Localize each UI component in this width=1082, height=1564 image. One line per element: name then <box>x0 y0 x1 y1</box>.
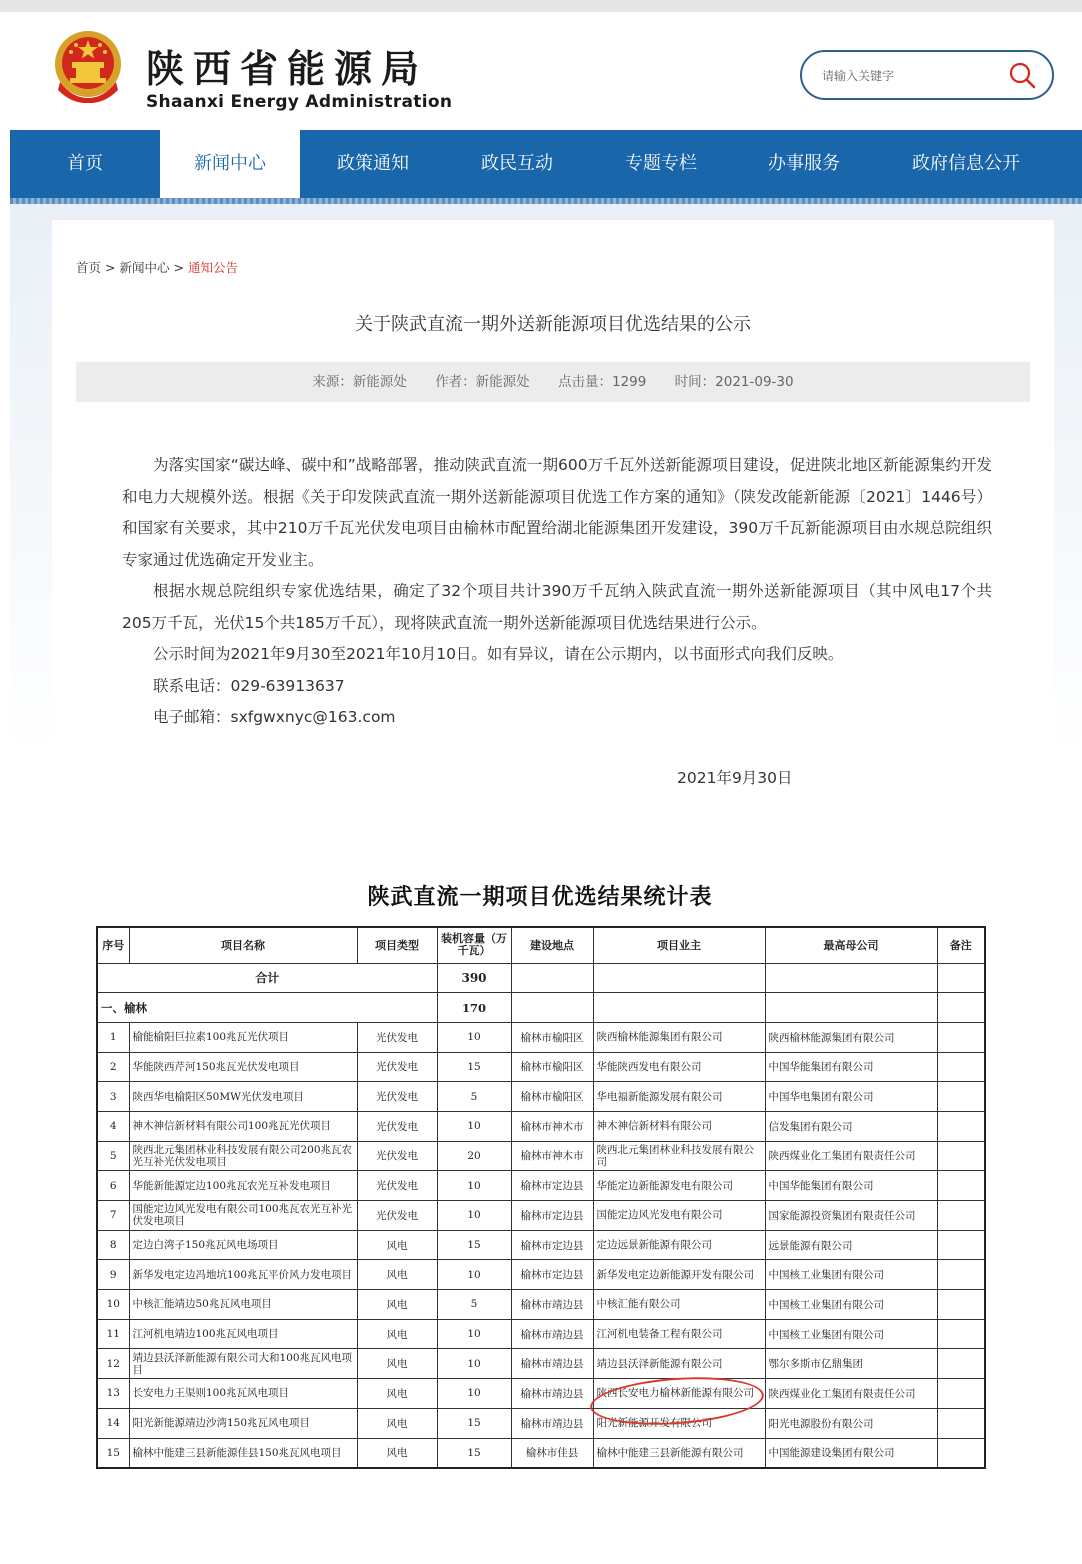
cell-cap: 15 <box>437 1052 511 1082</box>
cell-parent: 中国核工业集团有限公司 <box>765 1260 937 1290</box>
cell-loc: 榆林市靖边县 <box>511 1290 593 1320</box>
cell-parent: 中国核工业集团有限公司 <box>765 1290 937 1320</box>
breadcrumb-sep: > <box>105 260 116 275</box>
cell-note <box>937 1290 985 1320</box>
nav-services[interactable]: 办事服务 <box>768 153 840 174</box>
total-label: 合计 <box>97 963 437 993</box>
total-row <box>97 963 985 993</box>
breadcrumb-sep: > <box>173 260 184 275</box>
cell-loc: 榆林市靖边县 <box>511 1379 593 1409</box>
cell-name: 阳光新能源靖边沙湾150兆瓦风电项目 <box>129 1408 357 1438</box>
cell-note <box>937 1052 985 1082</box>
breadcrumb-current[interactable]: 通知公告 <box>187 260 238 275</box>
cell-name: 神木神信新材料有限公司100兆瓦光伏项目 <box>129 1111 357 1141</box>
cell-cap: 10 <box>437 1111 511 1141</box>
search-input[interactable] <box>822 64 1002 88</box>
table-row <box>97 1349 985 1379</box>
table-row <box>97 1260 985 1290</box>
cell-owner: 定边远景新能源有限公司 <box>593 1230 765 1260</box>
cell-no: 3 <box>97 1082 129 1112</box>
paragraph: 根据水规总院组织专家优选结果，确定了32个项目共计390万千瓦纳入陕武直流一期外送新能源项目（其中风电17个共205万千瓦，光伏15个共185万千瓦），现将陕武直流一期外送新能源项目优选结果进行公示。 <box>122 582 992 632</box>
article-meta <box>76 362 1030 402</box>
table-row <box>97 1408 985 1438</box>
cell-note <box>937 1349 985 1379</box>
cell-cap: 10 <box>437 1349 511 1379</box>
cell-note <box>937 1201 985 1231</box>
cell-name: 新华发电定边冯地坑100兆瓦平价风力发电项目 <box>129 1260 357 1290</box>
cell-owner: 神木神信新材料有限公司 <box>593 1111 765 1141</box>
search-icon[interactable] <box>1006 60 1038 92</box>
col-header: 项目类型 <box>357 927 437 963</box>
cell-owner: 华能定边新能源发电有限公司 <box>593 1171 765 1201</box>
search-box <box>800 50 1054 100</box>
cell-loc: 榆林市定边县 <box>511 1260 593 1290</box>
paragraph: 公示时间为2021年9月30至2021年10月10日。如有异议，请在公示期内，以书面形式向我们反映。 <box>153 645 844 663</box>
cell-type: 风电 <box>357 1438 437 1468</box>
cell-type: 风电 <box>357 1408 437 1438</box>
col-header: 建设地点 <box>511 927 593 963</box>
cell-type: 光伏发电 <box>357 1201 437 1231</box>
meta-clicks: 点击量：1299 <box>557 374 647 390</box>
cell-parent: 中国核工业集团有限公司 <box>765 1319 937 1349</box>
table-row <box>97 1082 985 1112</box>
col-header: 装机容量（万千瓦） <box>437 927 511 963</box>
nav-home[interactable]: 首页 <box>67 153 103 174</box>
cell-name: 陕西华电榆阳区50MW光伏发电项目 <box>129 1082 357 1112</box>
nav-news[interactable]: 新闻中心 <box>160 130 300 198</box>
col-header: 序号 <box>97 927 129 963</box>
cell-no: 7 <box>97 1201 129 1231</box>
main-nav <box>10 130 1082 198</box>
cell-loc: 榆林市定边县 <box>511 1201 593 1231</box>
cell-owner: 国能定边风光发电有限公司 <box>593 1201 765 1231</box>
total-value: 390 <box>437 963 511 993</box>
breadcrumb <box>76 258 238 276</box>
cell-note <box>937 1171 985 1201</box>
cell-cap: 15 <box>437 1438 511 1468</box>
cell-parent: 国家能源投资集团有限责任公司 <box>765 1201 937 1231</box>
cell-note <box>937 1319 985 1349</box>
cell-loc: 榆林市定边县 <box>511 1230 593 1260</box>
cell-no: 12 <box>97 1349 129 1379</box>
cell-parent: 陕西煤业化工集团有限责任公司 <box>765 1141 937 1171</box>
cell-parent: 阳光电源股份有限公司 <box>765 1408 937 1438</box>
nav-policy[interactable]: 政策通知 <box>337 153 409 174</box>
col-header: 项目名称 <box>129 927 357 963</box>
cell-cap: 5 <box>437 1082 511 1112</box>
cell-name: 国能定边风光发电有限公司100兆瓦农光互补光伏发电项目 <box>129 1201 357 1231</box>
cell-name: 定边白湾子150兆瓦风电场项目 <box>129 1230 357 1260</box>
cell-note <box>937 1141 985 1171</box>
results-table <box>96 926 986 1469</box>
cell-type: 风电 <box>357 1349 437 1379</box>
site-name-cn[interactable]: 陕西省能源局 <box>146 47 429 91</box>
cell-name: 江河机电靖边100兆瓦风电项目 <box>129 1319 357 1349</box>
cell-note <box>937 1230 985 1260</box>
table-header-row <box>97 927 985 963</box>
cell-name: 靖边县沃泽新能源有限公司大和100兆瓦风电项目 <box>129 1349 357 1379</box>
cell-no: 15 <box>97 1438 129 1468</box>
cell-no: 10 <box>97 1290 129 1320</box>
contact-phone: 联系电话：029-63913637 <box>153 676 345 695</box>
cell-owner: 榆林中能建三县新能源有限公司 <box>593 1438 765 1468</box>
cell-no: 13 <box>97 1379 129 1409</box>
cell-type: 风电 <box>357 1379 437 1409</box>
cell-parent: 中国华能集团有限公司 <box>765 1171 937 1201</box>
cell-name: 长安电力王渠则100兆瓦风电项目 <box>129 1379 357 1409</box>
cell-cap: 10 <box>437 1319 511 1349</box>
col-header: 项目业主 <box>593 927 765 963</box>
breadcrumb-home[interactable]: 首页 <box>76 260 102 275</box>
cell-loc: 榆林市定边县 <box>511 1171 593 1201</box>
cell-owner: 中核汇能有限公司 <box>593 1290 765 1320</box>
cell-parent: 中国华电集团有限公司 <box>765 1082 937 1112</box>
cell-name: 华能新能源定边100兆瓦农光互补发电项目 <box>129 1171 357 1201</box>
cell-loc: 榆林市靖边县 <box>511 1319 593 1349</box>
meta-author: 作者：新能源处 <box>435 374 530 390</box>
cell-parent: 陕西榆林能源集团有限公司 <box>765 1022 937 1052</box>
article-body <box>122 450 992 734</box>
cell-parent: 中国能源建设集团有限公司 <box>765 1438 937 1468</box>
cell-type: 光伏发电 <box>357 1022 437 1052</box>
table-row <box>97 1319 985 1349</box>
cell-parent: 远景能源有限公司 <box>765 1230 937 1260</box>
cell-loc: 榆林市神木市 <box>511 1141 593 1171</box>
cell-type: 光伏发电 <box>357 1082 437 1112</box>
col-header: 备注 <box>937 927 985 963</box>
cell-parent: 中国华能集团有限公司 <box>765 1052 937 1082</box>
cell-owner: 陕西榆林能源集团有限公司 <box>593 1022 765 1052</box>
cell-owner: 华能陕西发电有限公司 <box>593 1052 765 1082</box>
cell-type: 风电 <box>357 1230 437 1260</box>
cell-cap: 10 <box>437 1022 511 1052</box>
cell-parent: 陕西煤业化工集团有限责任公司 <box>765 1379 937 1409</box>
table-row <box>97 1201 985 1231</box>
table-row <box>97 1230 985 1260</box>
cell-owner: 陕西长安电力榆林新能源有限公司 <box>593 1379 765 1409</box>
table-row <box>97 1379 985 1409</box>
cell-loc: 榆林市榆阳区 <box>511 1052 593 1082</box>
cell-type: 光伏发电 <box>357 1141 437 1171</box>
table-row <box>97 1171 985 1201</box>
cell-type: 光伏发电 <box>357 1111 437 1141</box>
cell-parent: 信发集团有限公司 <box>765 1111 937 1141</box>
cell-owner: 阳光新能源开发有限公司 <box>593 1408 765 1438</box>
cell-cap: 10 <box>437 1171 511 1201</box>
top-strip <box>0 0 1082 12</box>
table-row <box>97 1438 985 1468</box>
site-header <box>0 12 1082 130</box>
cell-note <box>937 1438 985 1468</box>
cell-loc: 榆林市榆阳区 <box>511 1082 593 1112</box>
cell-note <box>937 1408 985 1438</box>
cell-owner: 陕西北元集团林业科技发展有限公司 <box>593 1141 765 1171</box>
cell-type: 风电 <box>357 1290 437 1320</box>
cell-cap: 20 <box>437 1141 511 1171</box>
table-row <box>97 1111 985 1141</box>
cell-type: 光伏发电 <box>357 1052 437 1082</box>
nav-gov-info[interactable]: 政府信息公开 <box>912 153 1020 174</box>
cell-no: 1 <box>97 1022 129 1052</box>
sign-date: 2021年9月30日 <box>677 769 793 787</box>
cell-name: 陕西北元集团林业科技发展有限公司200兆瓦农光互补光伏发电项目 <box>129 1141 357 1171</box>
cell-no: 14 <box>97 1408 129 1438</box>
cell-name: 中核汇能靖边50兆瓦风电项目 <box>129 1290 357 1320</box>
cell-owner: 江河机电装备工程有限公司 <box>593 1319 765 1349</box>
site-name-en[interactable]: Shaanxi Energy Administration <box>146 92 453 112</box>
cell-no: 6 <box>97 1171 129 1201</box>
cell-type: 光伏发电 <box>357 1171 437 1201</box>
cell-cap: 10 <box>437 1260 511 1290</box>
cell-name: 榆能榆阳巨拉素100兆瓦光伏项目 <box>129 1022 357 1052</box>
contact-email: 电子邮箱：sxfgwxnyc@163.com <box>153 708 396 726</box>
cell-type: 风电 <box>357 1260 437 1290</box>
article-title: 关于陕武直流一期外送新能源项目优选结果的公示 <box>355 314 751 335</box>
cell-cap: 15 <box>437 1230 511 1260</box>
cell-no: 8 <box>97 1230 129 1260</box>
cell-note <box>937 1260 985 1290</box>
table-row <box>97 1141 985 1171</box>
meta-source: 来源：新能源处 <box>312 374 407 390</box>
cell-name: 华能陕西芹河150兆瓦光伏发电项目 <box>129 1052 357 1082</box>
cell-loc: 榆林市神木市 <box>511 1111 593 1141</box>
cell-cap: 10 <box>437 1379 511 1409</box>
breadcrumb-news[interactable]: 新闻中心 <box>119 260 170 275</box>
col-header: 最高母公司 <box>765 927 937 963</box>
meta-time: 时间：2021-09-30 <box>674 374 794 390</box>
table-row <box>97 1022 985 1052</box>
cell-type: 风电 <box>357 1319 437 1349</box>
cell-parent: 鄂尔多斯市亿鼎集团 <box>765 1349 937 1379</box>
cell-cap: 5 <box>437 1290 511 1320</box>
cell-no: 9 <box>97 1260 129 1290</box>
national-emblem-icon[interactable] <box>52 30 124 104</box>
cell-owner: 新华发电定边新能源开发有限公司 <box>593 1260 765 1290</box>
table-title: 陕武直流一期项目优选结果统计表 <box>367 884 713 910</box>
section-value: 170 <box>437 993 511 1023</box>
section-row <box>97 993 985 1023</box>
table-row <box>97 1290 985 1320</box>
cell-note <box>937 1082 985 1112</box>
cell-no: 4 <box>97 1111 129 1141</box>
cell-loc: 榆林市靖边县 <box>511 1349 593 1379</box>
cell-loc: 榆林市靖边县 <box>511 1408 593 1438</box>
cell-note <box>937 1379 985 1409</box>
cell-name: 榆林中能建三县新能源佳县150兆瓦风电项目 <box>129 1438 357 1468</box>
cell-cap: 15 <box>437 1408 511 1438</box>
nav-interaction[interactable]: 政民互动 <box>481 153 553 174</box>
section-label: 一、榆林 <box>97 993 437 1023</box>
cell-loc: 榆林市佳县 <box>511 1438 593 1468</box>
cell-no: 5 <box>97 1141 129 1171</box>
cell-loc: 榆林市榆阳区 <box>511 1022 593 1052</box>
paragraph: 为落实国家“碳达峰、碳中和”战略部署，推动陕武直流一期600万千瓦外送新能源项目建设，促进陕北地区新能源集约开发和电力大规模外送。根据《关于印发陕武直流一期外送新能源项目优选工作方案的通知》（陕发改能新能源〔2021〕1446号）和国家有关要求，其中210万千瓦光伏发电项目由榆林市配置给湖北能源集团开发建设，390万千瓦新能源项目由水规总院组织专家通过优选确定开发业主。 <box>122 456 992 569</box>
cell-no: 2 <box>97 1052 129 1082</box>
cell-cap: 10 <box>437 1201 511 1231</box>
cell-note <box>937 1111 985 1141</box>
table-row <box>97 1052 985 1082</box>
cell-no: 11 <box>97 1319 129 1349</box>
cell-owner: 靖边县沃泽新能源有限公司 <box>593 1349 765 1379</box>
nav-topics[interactable]: 专题专栏 <box>625 153 697 174</box>
cell-note <box>937 1022 985 1052</box>
cell-owner: 华电福新能源发展有限公司 <box>593 1082 765 1112</box>
